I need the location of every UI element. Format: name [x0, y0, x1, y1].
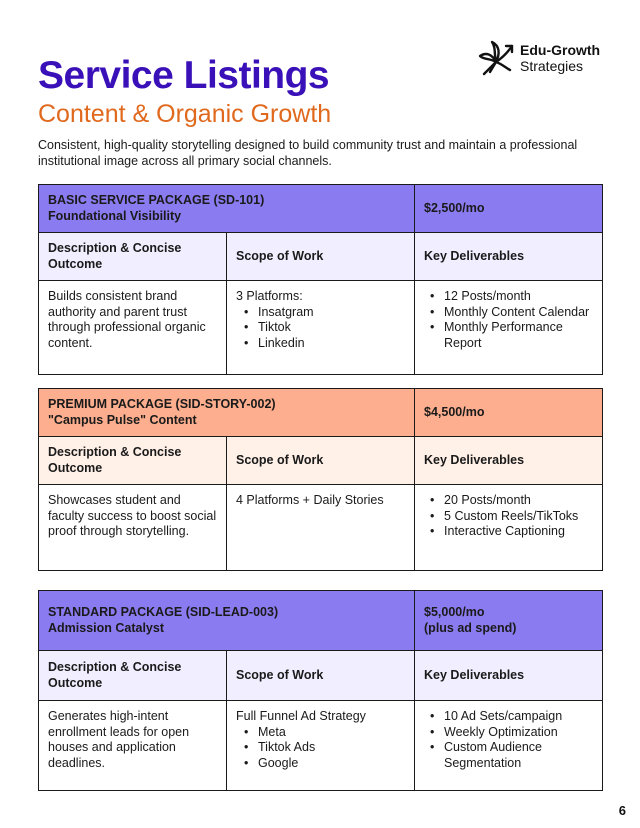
package-deliverables [415, 281, 603, 375]
package-name: BASIC SERVICE PACKAGE (SD-101) [48, 193, 265, 207]
deliverable-item: • 5 Custom Reels/TikToks [424, 509, 593, 525]
package-tagline: "Campus Pulse" Content [48, 412, 197, 427]
package-deliverables [415, 701, 603, 791]
column-header-scope: Scope of Work [227, 651, 415, 701]
package-price [415, 591, 603, 651]
brand-logo [476, 38, 600, 78]
scope-item: • Meta [236, 725, 405, 741]
scope-item: • Tiktok Ads [236, 740, 405, 756]
package-name: PREMIUM PACKAGE (SID-STORY-002) [48, 397, 276, 411]
scope-item: • Google [236, 756, 405, 772]
package-header [39, 591, 415, 651]
package-price: $4,500/mo [415, 389, 603, 437]
package-scope [227, 281, 415, 375]
column-header-deliverables: Key Deliverables [415, 437, 603, 485]
price-value: $5,000/mo [424, 605, 485, 619]
deliverable-item: • Custom Audience Segmentation [424, 740, 593, 771]
column-header-scope: Scope of Work [227, 437, 415, 485]
page-title: Service Listings [38, 54, 330, 97]
page-number: 6 [618, 803, 626, 818]
sprout-star-icon [476, 38, 516, 78]
deliverable-item: • 10 Ad Sets/campaign [424, 709, 593, 725]
deliverable-item: • 20 Posts/month [424, 493, 593, 509]
package-table-standard [38, 590, 603, 791]
deliverable-item: • Weekly Optimization [424, 725, 593, 741]
scope-title: Full Funnel Ad Strategy [236, 709, 366, 723]
package-tagline: Foundational Visibility [48, 208, 182, 223]
column-header-description: Description & Concise Outcome [39, 233, 227, 281]
package-description: Generates high-intent enrollment leads for open houses and application deadlines. [39, 701, 227, 791]
deliverable-item: • 12 Posts/month [424, 289, 593, 305]
brand-sub: Strategies [520, 58, 584, 74]
scope-title: 4 Platforms + Daily Stories [236, 493, 384, 507]
intro-text: Consistent, high-quality storytelling designed to build community trust and maintain a professional institutional image across all primary social channels. [38, 138, 578, 168]
scope-item: • Linkedin [236, 336, 405, 352]
scope-item: • Insatgram [236, 305, 405, 321]
column-header-deliverables: Key Deliverables [415, 233, 603, 281]
package-scope [227, 701, 415, 791]
package-deliverables [415, 485, 603, 571]
scope-title: 3 Platforms: [236, 289, 303, 303]
column-header-description: Description & Concise Outcome [39, 437, 227, 485]
deliverable-item: • Monthly Performance Report [424, 320, 593, 351]
scope-item: • Tiktok [236, 320, 405, 336]
package-table-premium [38, 388, 603, 571]
package-scope [227, 485, 415, 571]
column-header-deliverables: Key Deliverables [415, 651, 603, 701]
package-description: Showcases student and faculty success to boost social proof through storytelling. [39, 485, 227, 571]
package-description: Builds consistent brand authority and parent trust through professional organic content. [39, 281, 227, 375]
deliverable-item: • Monthly Content Calendar [424, 305, 593, 321]
package-price: $2,500/mo [415, 185, 603, 233]
package-name: STANDARD PACKAGE (SID-LEAD-003) [48, 605, 279, 619]
brand-name: Edu-Growth [520, 42, 601, 58]
deliverable-item: • Interactive Captioning [424, 524, 593, 540]
package-table-basic [38, 184, 603, 375]
package-tagline: Admission Catalyst [48, 620, 165, 635]
column-header-description: Description & Concise Outcome [39, 651, 227, 701]
column-header-scope: Scope of Work [227, 233, 415, 281]
page-subtitle: Content & Organic Growth [38, 100, 332, 128]
price-note: (plus ad spend) [424, 620, 517, 635]
package-header [39, 389, 415, 437]
package-header [39, 185, 415, 233]
